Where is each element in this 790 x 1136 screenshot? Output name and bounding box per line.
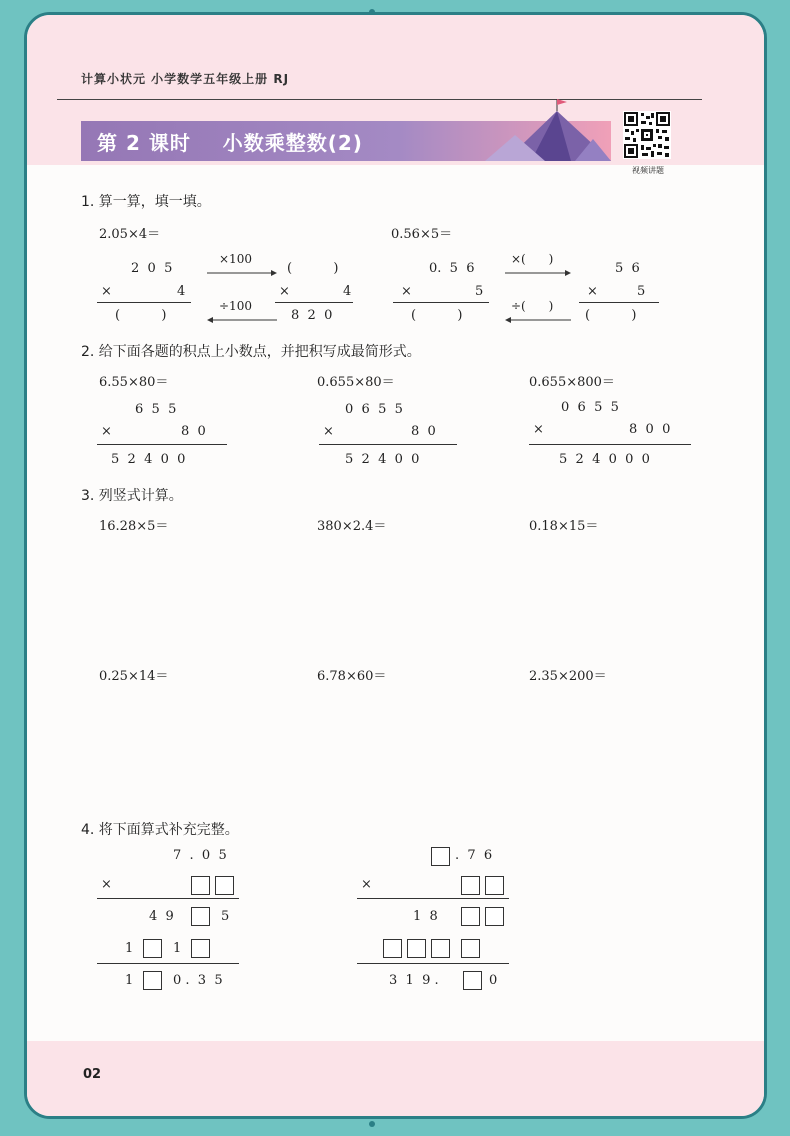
b-right-line <box>579 302 659 303</box>
b-mul-digit: 5 <box>475 284 484 299</box>
s4-left-partial-1: 4 9 <box>149 909 174 924</box>
s2-eq-3: 0.655×800＝ <box>529 375 615 390</box>
s3-problem-5: 6.78×60＝ <box>317 669 387 684</box>
s4-left-partial-2-b: 1 <box>173 941 182 956</box>
s2-p2-mul-sign: × <box>323 424 334 439</box>
blank-box[interactable] <box>431 847 450 866</box>
s2-eq-1: 6.55×80＝ <box>99 375 169 390</box>
s3-problem-2: 380×2.4＝ <box>317 519 387 534</box>
b-line <box>393 302 489 303</box>
b-top-digits: 0. 5 6 <box>429 261 475 276</box>
s2-p2-top: 0 6 5 5 <box>345 402 403 417</box>
top-notch <box>369 9 375 15</box>
bottom-notch <box>369 1121 375 1127</box>
s4-right-mul-sign: × <box>361 877 372 892</box>
s3-problem-4: 0.25×14＝ <box>99 669 169 684</box>
b-right-result-blank: ( ) <box>585 308 637 323</box>
s2-p3-top: 0 6 5 5 <box>561 400 619 415</box>
blank-box[interactable] <box>485 907 504 926</box>
blank-box[interactable] <box>463 971 482 990</box>
a-right-line <box>275 302 353 303</box>
lesson-title: 第 2 课时 小数乘整数(2) <box>97 131 363 155</box>
s4-right-line-2 <box>357 963 509 964</box>
equation-b: 0.56×5＝ <box>391 227 453 242</box>
blank-box[interactable] <box>191 876 210 895</box>
s2-p3-mul-sign: × <box>533 422 544 437</box>
b-right-top-digits: 5 6 <box>615 261 640 276</box>
b-result-blank: ( ) <box>411 308 463 323</box>
section-4-title: 4. 将下面算式补充完整。 <box>81 822 239 838</box>
blank-box[interactable] <box>143 939 162 958</box>
s4-left-top: 7 . 0 5 <box>173 848 227 863</box>
b-mul-sign: × <box>401 284 412 299</box>
b-arrow-bottom-label: ÷( ) <box>511 299 554 313</box>
s2-p1-result: 5 2 4 0 0 <box>111 452 186 467</box>
blank-box[interactable] <box>191 907 210 926</box>
blank-box[interactable] <box>143 971 162 990</box>
blank-box[interactable] <box>191 939 210 958</box>
s4-left-result-b: 0 . 3 5 <box>173 973 223 988</box>
a-mul-sign: × <box>101 284 112 299</box>
a-right-result: 8 2 0 <box>291 308 333 323</box>
s2-p2-line <box>319 444 457 445</box>
s4-left-line-2 <box>97 963 239 964</box>
a-arrow-bottom-label: ÷100 <box>219 299 252 313</box>
s2-p1-line <box>97 444 227 445</box>
page-bottom-band <box>27 1041 764 1116</box>
a-arrow-top-label: ×100 <box>219 252 252 266</box>
blank-box[interactable] <box>215 876 234 895</box>
qr-label: 视频讲题 <box>632 166 664 175</box>
a-result-blank: ( ) <box>115 308 167 323</box>
right-arrow-icon <box>505 269 571 277</box>
s3-problem-3: 0.18×15＝ <box>529 519 599 534</box>
section-2-title: 2. 给下面各题的积点上小数点，并把积写成最简形式。 <box>81 344 421 360</box>
blank-box[interactable] <box>461 876 480 895</box>
s4-left-line-1 <box>97 898 239 899</box>
s4-left-partial-1-end: 5 <box>221 909 230 924</box>
right-arrow-icon <box>207 269 277 277</box>
blank-box[interactable] <box>407 939 426 958</box>
b-right-mul-sign: × <box>587 284 598 299</box>
s2-eq-2: 0.655×80＝ <box>317 375 395 390</box>
a-right-mul-digit: 4 <box>343 284 352 299</box>
s2-p1-mul-sign: × <box>101 424 112 439</box>
s2-p3-mul-digits: 8 0 0 <box>629 422 671 437</box>
s2-p3-result: 5 2 4 0 0 0 <box>559 452 650 467</box>
section-1-title: 1. 算一算，填一填。 <box>81 194 211 210</box>
left-arrow-icon <box>207 316 277 324</box>
blank-box[interactable] <box>383 939 402 958</box>
b-arrow-top-label: ×( ) <box>511 252 554 266</box>
s4-left-result-a: 1 <box>125 973 134 988</box>
qr-code-icon <box>623 111 671 159</box>
s2-p1-mul-digits: 8 0 <box>181 424 206 439</box>
s2-p1-top: 6 5 5 <box>135 402 177 417</box>
mountain-flag-icon <box>485 99 615 163</box>
equation-a: 2.05×4＝ <box>99 227 161 242</box>
a-right-top-blank: ( ) <box>287 261 339 276</box>
b-right-mul-digit: 5 <box>637 284 646 299</box>
s4-right-line-1 <box>357 898 509 899</box>
left-arrow-icon <box>505 316 571 324</box>
s4-left-mul-sign: × <box>101 877 112 892</box>
section-3-title: 3. 列竖式计算。 <box>81 488 183 504</box>
book-title: 计算小状元 小学数学五年级上册 RJ <box>81 72 290 86</box>
a-top-digits: 2 0 5 <box>131 261 173 276</box>
page-number: 02 <box>83 1067 102 1082</box>
blank-box[interactable] <box>461 907 480 926</box>
a-mul-digit: 4 <box>177 284 186 299</box>
s4-right-result: 3 1 9 . <box>389 973 439 988</box>
workbook-page <box>24 12 767 1119</box>
s4-left-partial-2-a: 1 <box>125 941 134 956</box>
s2-p3-line <box>529 444 691 445</box>
blank-box[interactable] <box>485 876 504 895</box>
s3-problem-6: 2.35×200＝ <box>529 669 607 684</box>
a-line <box>97 302 191 303</box>
a-right-mul-sign: × <box>279 284 290 299</box>
s2-p2-result: 5 2 4 0 0 <box>345 452 420 467</box>
s4-right-result-end: 0 <box>489 973 498 988</box>
s4-right-top: . 7 6 <box>455 848 493 863</box>
blank-box[interactable] <box>431 939 450 958</box>
s3-problem-1: 16.28×5＝ <box>99 519 169 534</box>
s2-p2-mul-digits: 8 0 <box>411 424 436 439</box>
s4-right-partial-1: 1 8 <box>413 909 438 924</box>
blank-box[interactable] <box>461 939 480 958</box>
